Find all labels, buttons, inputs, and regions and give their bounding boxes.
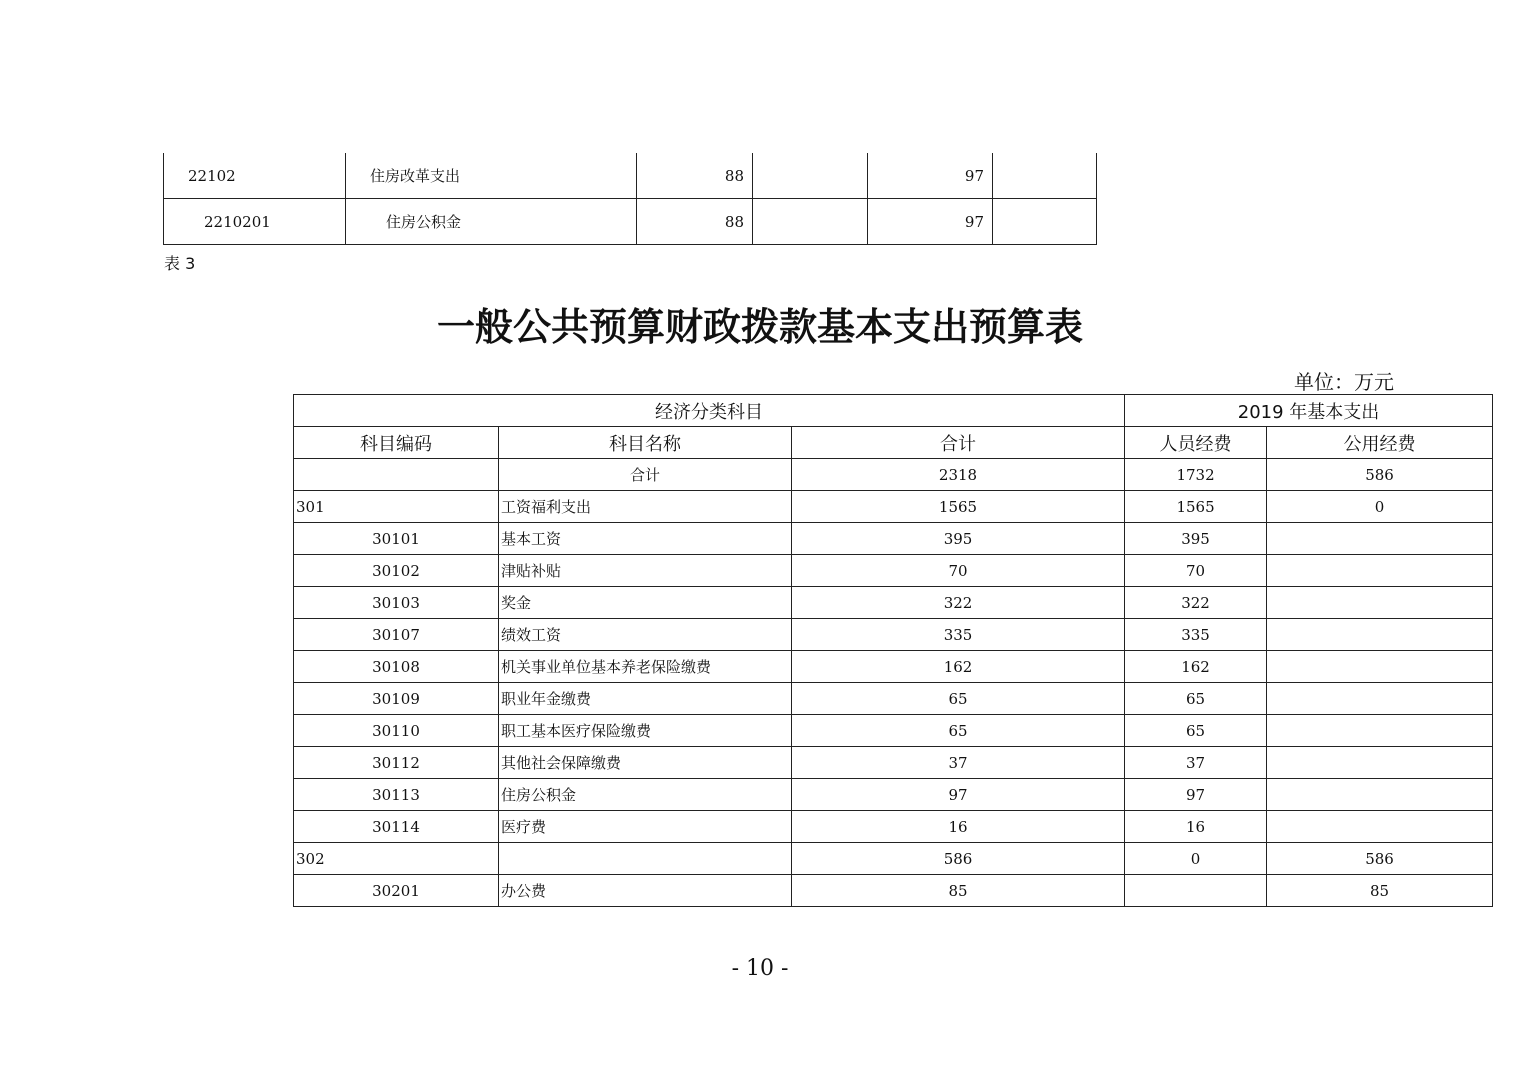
cell-name: 住房公积金 <box>499 779 792 811</box>
cell-code: 30113 <box>294 779 499 811</box>
page-title: 一般公共预算财政拨款基本支出预算表 <box>436 305 1083 349</box>
cell-code: 301 <box>294 491 499 523</box>
cell-total: 395 <box>792 523 1125 555</box>
col-header-public: 公用经费 <box>1267 427 1493 459</box>
cell-total: 97 <box>792 779 1125 811</box>
table-row <box>164 153 1097 199</box>
cell-name: 机关事业单位基本养老保险缴费 <box>499 651 792 683</box>
cell-public <box>1267 619 1493 651</box>
cell-value <box>753 199 868 245</box>
cell-public <box>1267 811 1493 843</box>
cell-public <box>1267 587 1493 619</box>
table-row <box>294 555 1493 587</box>
cell-code: 30102 <box>294 555 499 587</box>
cell-personnel <box>1125 875 1267 907</box>
cell-public <box>1267 555 1493 587</box>
cell-personnel: 395 <box>1125 523 1267 555</box>
cell-name: 奖金 <box>499 587 792 619</box>
cell-code: 30108 <box>294 651 499 683</box>
cell-public <box>1267 651 1493 683</box>
group-header-row <box>294 395 1493 427</box>
cell-name: 工资福利支出 <box>499 491 792 523</box>
cell-personnel: 1732 <box>1125 459 1267 491</box>
cell-total: 16 <box>792 811 1125 843</box>
cell-code: 22102 <box>164 153 346 199</box>
cell-total: 322 <box>792 587 1125 619</box>
cell-code: 30101 <box>294 523 499 555</box>
cell-public <box>1267 779 1493 811</box>
prev-budget-table <box>163 153 1097 245</box>
table-row <box>294 587 1493 619</box>
cell-total: 70 <box>792 555 1125 587</box>
cell-name: 职业年金缴费 <box>499 683 792 715</box>
cell-public <box>1267 715 1493 747</box>
cell-public <box>1267 523 1493 555</box>
cell-name: 绩效工资 <box>499 619 792 651</box>
column-header-row <box>294 427 1493 459</box>
cell-name: 职工基本医疗保险缴费 <box>499 715 792 747</box>
table-row <box>294 523 1493 555</box>
cell-code: 30110 <box>294 715 499 747</box>
cell-personnel: 37 <box>1125 747 1267 779</box>
cell-name <box>499 843 792 875</box>
cell-code: 2210201 <box>164 199 346 245</box>
cell-total: 65 <box>792 715 1125 747</box>
cell-name: 津贴补贴 <box>499 555 792 587</box>
table-row <box>294 619 1493 651</box>
cell-code: 302 <box>294 843 499 875</box>
cell-code: 30112 <box>294 747 499 779</box>
cell-total: 1565 <box>792 491 1125 523</box>
cell-value: 88 <box>637 199 753 245</box>
cell-total: 37 <box>792 747 1125 779</box>
cell-public <box>1267 747 1493 779</box>
cell-personnel: 70 <box>1125 555 1267 587</box>
cell-value <box>993 153 1097 199</box>
cell-public: 85 <box>1267 875 1493 907</box>
cell-value <box>993 199 1097 245</box>
cell-personnel: 0 <box>1125 843 1267 875</box>
cell-name: 其他社会保障缴费 <box>499 747 792 779</box>
cell-public: 586 <box>1267 459 1493 491</box>
cell-personnel: 335 <box>1125 619 1267 651</box>
group-header-2019: 2019 年基本支出 <box>1125 395 1493 427</box>
col-header-code: 科目编码 <box>294 427 499 459</box>
cell-name: 基本工资 <box>499 523 792 555</box>
cell-personnel: 65 <box>1125 683 1267 715</box>
cell-name: 合计 <box>499 459 792 491</box>
cell-personnel: 16 <box>1125 811 1267 843</box>
cell-public: 586 <box>1267 843 1493 875</box>
cell-personnel: 1565 <box>1125 491 1267 523</box>
cell-name: 住房改革支出 <box>346 153 637 199</box>
cell-name: 办公费 <box>499 875 792 907</box>
table-row <box>294 747 1493 779</box>
table-row <box>294 779 1493 811</box>
table-label: 表 3 <box>164 254 196 273</box>
cell-value <box>753 153 868 199</box>
cell-total: 586 <box>792 843 1125 875</box>
cell-name: 住房公积金 <box>346 199 637 245</box>
table-row <box>294 651 1493 683</box>
cell-code: 30109 <box>294 683 499 715</box>
cell-total: 65 <box>792 683 1125 715</box>
cell-code <box>294 459 499 491</box>
col-header-personnel: 人员经费 <box>1125 427 1267 459</box>
cell-public <box>1267 683 1493 715</box>
table-row <box>164 199 1097 245</box>
col-header-name: 科目名称 <box>499 427 792 459</box>
cell-value: 88 <box>637 153 753 199</box>
cell-code: 30114 <box>294 811 499 843</box>
cell-total: 85 <box>792 875 1125 907</box>
cell-personnel: 65 <box>1125 715 1267 747</box>
cell-personnel: 97 <box>1125 779 1267 811</box>
cell-public: 0 <box>1267 491 1493 523</box>
cell-total: 162 <box>792 651 1125 683</box>
unit-label: 单位：万元 <box>1294 370 1394 394</box>
cell-value: 97 <box>868 153 993 199</box>
table-row <box>294 843 1493 875</box>
page-number: - 10 - <box>731 956 789 981</box>
cell-total: 335 <box>792 619 1125 651</box>
cell-code: 30107 <box>294 619 499 651</box>
budget-table <box>293 394 1493 907</box>
table-row <box>294 491 1493 523</box>
table-row <box>294 715 1493 747</box>
cell-total: 2318 <box>792 459 1125 491</box>
cell-code: 30201 <box>294 875 499 907</box>
group-header-economic: 经济分类科目 <box>294 395 1125 427</box>
table-row <box>294 811 1493 843</box>
table-row <box>294 875 1493 907</box>
cell-name: 医疗费 <box>499 811 792 843</box>
table-row <box>294 683 1493 715</box>
table-row <box>294 459 1493 491</box>
cell-personnel: 322 <box>1125 587 1267 619</box>
col-header-total: 合计 <box>792 427 1125 459</box>
cell-personnel: 162 <box>1125 651 1267 683</box>
cell-value: 97 <box>868 199 993 245</box>
cell-code: 30103 <box>294 587 499 619</box>
